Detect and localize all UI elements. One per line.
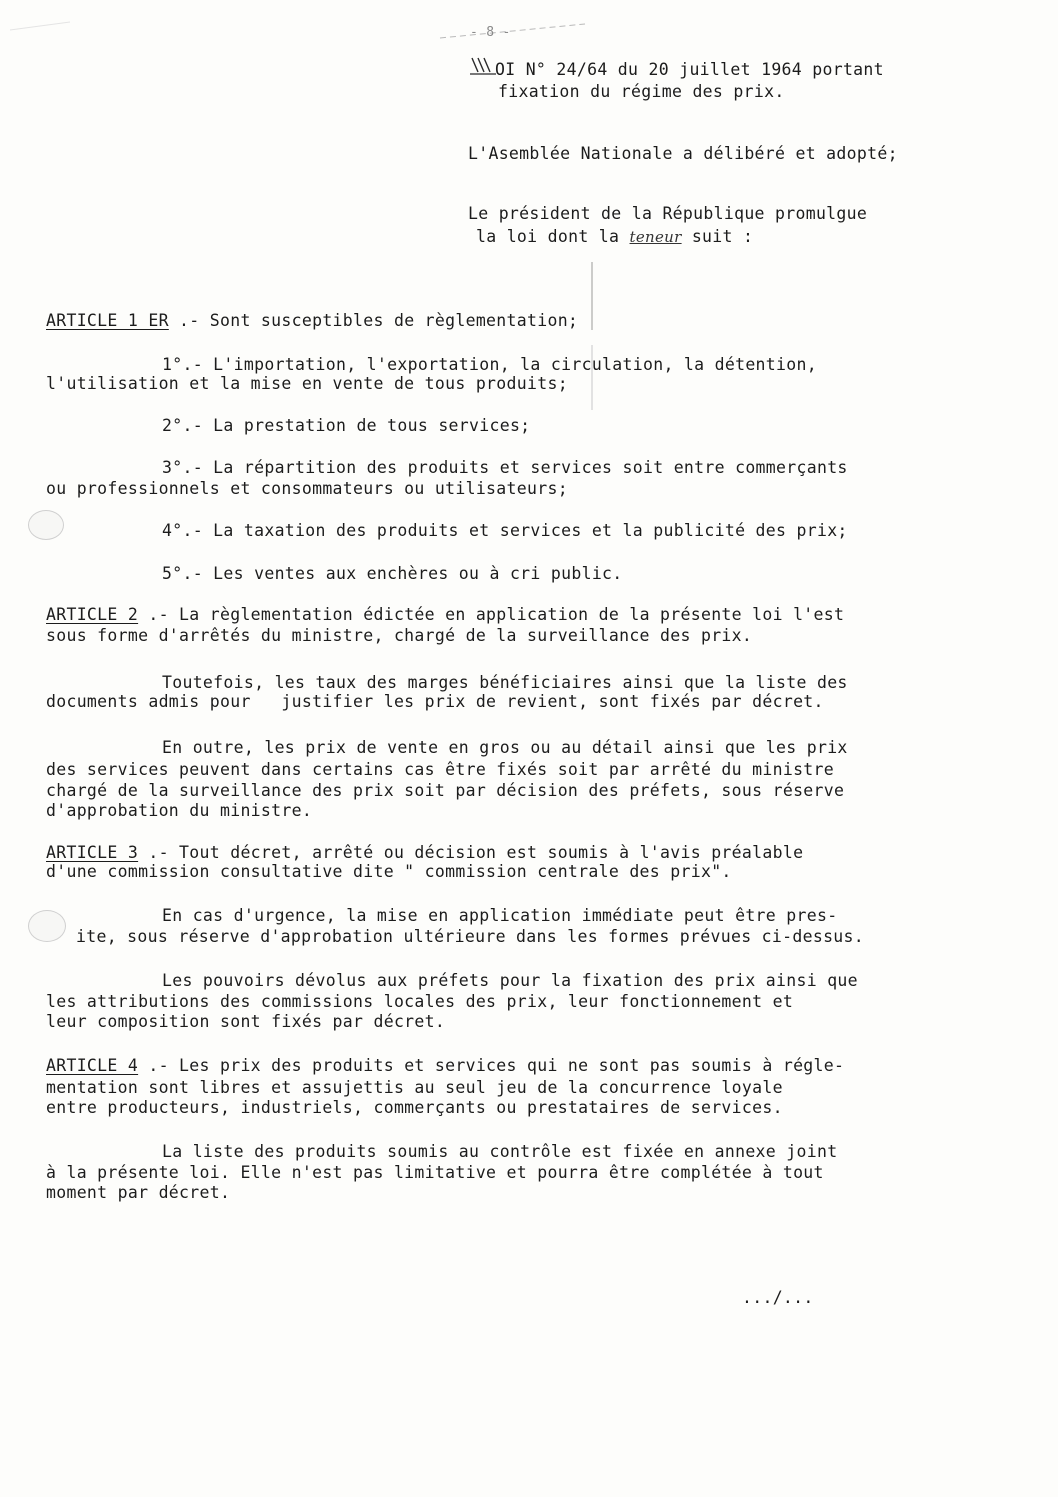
- article-4-line: [46, 1058, 844, 1075]
- article-heading: ARTICLE 1 ER: [46, 311, 169, 330]
- paragraph-line: mentation sont libres et assujettis au seul jeu de la concurrence loyale: [46, 1078, 783, 1097]
- preamble-text: suit :: [681, 227, 754, 246]
- preamble-president: Le président de la République promulgue: [468, 204, 868, 223]
- paragraph-line: leur composition sont fixés par décret.: [46, 1012, 446, 1031]
- article-2-line: [46, 607, 844, 624]
- paragraph-line: chargé de la surveillance des prix soit par décision des préfets, sous réserve: [46, 781, 845, 800]
- article-1-intro: [46, 313, 578, 330]
- paragraph-line: 5°.- Les ventes aux enchères ou à cri public.: [162, 564, 623, 583]
- paragraph-line: Les pouvoirs dévolus aux préfets pour la fixation des prix ainsi que: [162, 971, 858, 990]
- punch-hole-mark: [28, 910, 66, 942]
- continuation-mark: .../...: [742, 1288, 814, 1307]
- paragraph-line: 3°.- La répartition des produits et services soit entre commerçants: [162, 458, 848, 477]
- article-text: .- Tout décret, arrêté ou décision est soumis à l'avis préalable: [138, 843, 804, 862]
- paragraph-line: à la présente loi. Elle n'est pas limitative et pourra être complétée à tout: [46, 1163, 824, 1182]
- preamble-assembly: L'Asemblée Nationale a délibéré et adopté;: [468, 144, 898, 163]
- paragraph-line: moment par décret.: [46, 1183, 231, 1202]
- article-heading: ARTICLE 4: [46, 1056, 139, 1075]
- paragraph-line: les attributions des commissions locales des prix, leur fonctionnement et: [46, 992, 794, 1011]
- article-text: .- Sont susceptibles de règlementation;: [168, 311, 579, 330]
- punch-hole-mark: [28, 510, 64, 540]
- paragraph-line: des services peuvent dans certains cas être fixés soit par arrêté du ministre: [46, 760, 835, 779]
- paragraph-line: d'une commission consultative dite " commission centrale des prix".: [46, 862, 732, 881]
- page-marker: - 8 -: [470, 25, 511, 40]
- preamble-president-line: [476, 229, 753, 246]
- preamble-text: la loi dont la: [476, 227, 630, 246]
- article-heading: ARTICLE 2: [46, 605, 139, 624]
- article-3-line: [46, 845, 803, 862]
- paragraph-line: Toutefois, les taux des marges bénéficiaires ainsi que la liste des: [162, 673, 848, 692]
- paragraph-line: 2°.- La prestation de tous services;: [162, 416, 531, 435]
- law-title-line: OI N° 24/64 du 20 juillet 1964 portant: [495, 60, 884, 79]
- law-title-line: fixation du régime des prix.: [498, 82, 785, 101]
- paragraph-line: sous forme d'arrêtés du ministre, chargé de la surveillance des prix.: [46, 626, 753, 645]
- article-text: .- Les prix des produits et services qui ne sont pas soumis à régle-: [138, 1056, 845, 1075]
- paragraph-line: entre producteurs, industriels, commerçants ou prestataires de services.: [46, 1098, 783, 1117]
- paragraph-line: documents admis pour justifier les prix de revient, sont fixés par décret.: [46, 692, 824, 711]
- paragraph-line: l'utilisation et la mise en vente de tous produits;: [46, 374, 568, 393]
- paragraph-line: 1°.- L'importation, l'exportation, la circulation, la détention,: [162, 355, 817, 374]
- paragraph-line: En cas d'urgence, la mise en application immédiate peut être pres-: [162, 906, 838, 925]
- handwritten-correction: teneur: [629, 228, 682, 246]
- article-heading: ARTICLE 3: [46, 843, 139, 862]
- paragraph-line: En outre, les prix de vente en gros ou au détail ainsi que les prix: [162, 738, 848, 757]
- paragraph-line: ite, sous réserve d'approbation ultérieure dans les formes prévues ci-dessus.: [76, 927, 865, 946]
- paragraph-line: d'approbation du ministre.: [46, 801, 313, 820]
- paragraph-line: ou professionnels et consommateurs ou utilisateurs;: [46, 479, 568, 498]
- article-text: .- La règlementation édictée en application de la présente loi l'est: [138, 605, 845, 624]
- paragraph-line: 4°.- La taxation des produits et services et la publicité des prix;: [162, 521, 848, 540]
- paragraph-line: La liste des produits soumis au contrôle est fixée en annexe joint: [162, 1142, 838, 1161]
